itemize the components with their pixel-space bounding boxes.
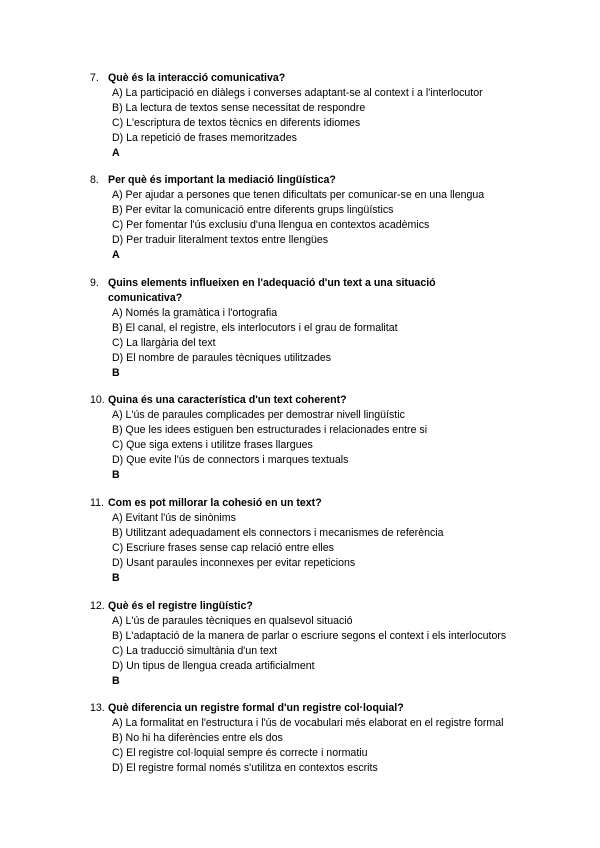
option-c: C) El registre col·loquial sempre és correcte i normatiu [112, 747, 368, 759]
option-d: D) Un tipus de llengua creada artificialment [112, 660, 315, 672]
option-b: B) El canal, el registre, els interlocutors i el grau de formalitat [112, 322, 398, 334]
question-11 [90, 496, 560, 586]
option-b: B) No hi ha diferències entre els dos [112, 732, 283, 744]
question-text: Quina és una característica d'un text coherent? [108, 394, 347, 406]
option-c: C) La llargària del text [112, 337, 216, 349]
option-a: A) Només la gramàtica i l'ortografia [112, 307, 278, 319]
option-d: D) La repetició de frases memoritzades [112, 132, 297, 144]
answer: A [112, 249, 120, 261]
question-number: 13. [90, 702, 105, 714]
question-text: Què és la interacció comunicativa? [108, 72, 286, 84]
question-text: Per què és important la mediació lingüística? [108, 174, 336, 186]
question-8 [90, 173, 560, 263]
question-text: Què diferencia un registre formal d'un registre col·loquial? [108, 702, 404, 714]
option-a: A) Evitant l'ús de sinònims [112, 512, 236, 524]
option-b: B) Utilitzant adequadament els connectors i mecanismes de referència [112, 527, 444, 539]
option-d: D) Usant paraules inconnexes per evitar repeticions [112, 557, 356, 569]
question-number: 9. [90, 277, 99, 289]
option-d: D) Que evite l'ús de connectors i marques textuals [112, 454, 349, 466]
answer: B [112, 572, 120, 584]
option-b: B) La lectura de textos sense necessitat de respondre [112, 102, 366, 114]
option-a: A) L'ús de paraules tècniques en qualsevol situació [112, 615, 353, 627]
option-b: B) Que les idees estiguen ben estructurades i relacionades entre si [112, 424, 428, 436]
option-d: D) El registre formal només s'utilitza en contextos escrits [112, 762, 378, 774]
option-c: C) Per fomentar l'ús exclusiu d'una llengua en contextos acadèmics [112, 219, 430, 231]
question-9 [90, 276, 560, 381]
question-text: Com es pot millorar la cohesió en un text? [108, 497, 322, 509]
question-number: 11. [90, 497, 104, 509]
answer: B [112, 675, 120, 687]
question-number: 7. [90, 72, 99, 84]
option-a: A) La formalitat en l'estructura i l'ús de vocabulari més elaborat en el registre formal [112, 717, 504, 729]
option-c: C) Que siga extens i utilitze frases llargues [112, 439, 313, 451]
question-7 [90, 71, 560, 161]
option-c: C) Escriure frases sense cap relació entre elles [112, 542, 334, 554]
question-number: 8. [90, 174, 99, 186]
question-number: 12. [90, 600, 105, 612]
question-number: 10. [90, 394, 105, 406]
question-10 [90, 393, 560, 483]
answer: B [112, 367, 120, 379]
answer: B [112, 469, 120, 481]
question-text: Què és el registre lingüístic? [108, 600, 253, 612]
option-c: C) L'escriptura de textos tècnics en diferents idiomes [112, 117, 361, 129]
option-a: A) L'ús de paraules complicades per demostrar nivell lingüístic [112, 409, 405, 421]
question-12 [90, 599, 560, 689]
answer: A [112, 147, 120, 159]
option-b: B) Per evitar la comunicació entre diferents grups lingüístics [112, 204, 394, 216]
option-b: B) L'adaptació de la manera de parlar o escriure segons el context i els interlocutors [112, 630, 507, 642]
question-text: Quins elements influeixen en l'adequació d'un text a una situació comunicativa? [108, 277, 436, 304]
option-d: D) El nombre de paraules tècniques utilitzades [112, 352, 332, 364]
option-a: A) Per ajudar a persones que tenen dificultats per comunicar-se en una llengua [112, 189, 485, 201]
option-c: C) La traducció simultània d'un text [112, 645, 278, 657]
question-13 [90, 701, 560, 776]
option-a: A) La participació en diàlegs i converses adaptant-se al context i a l'interlocutor [112, 87, 483, 99]
option-d: D) Per traduir literalment textos entre llengües [112, 234, 329, 246]
